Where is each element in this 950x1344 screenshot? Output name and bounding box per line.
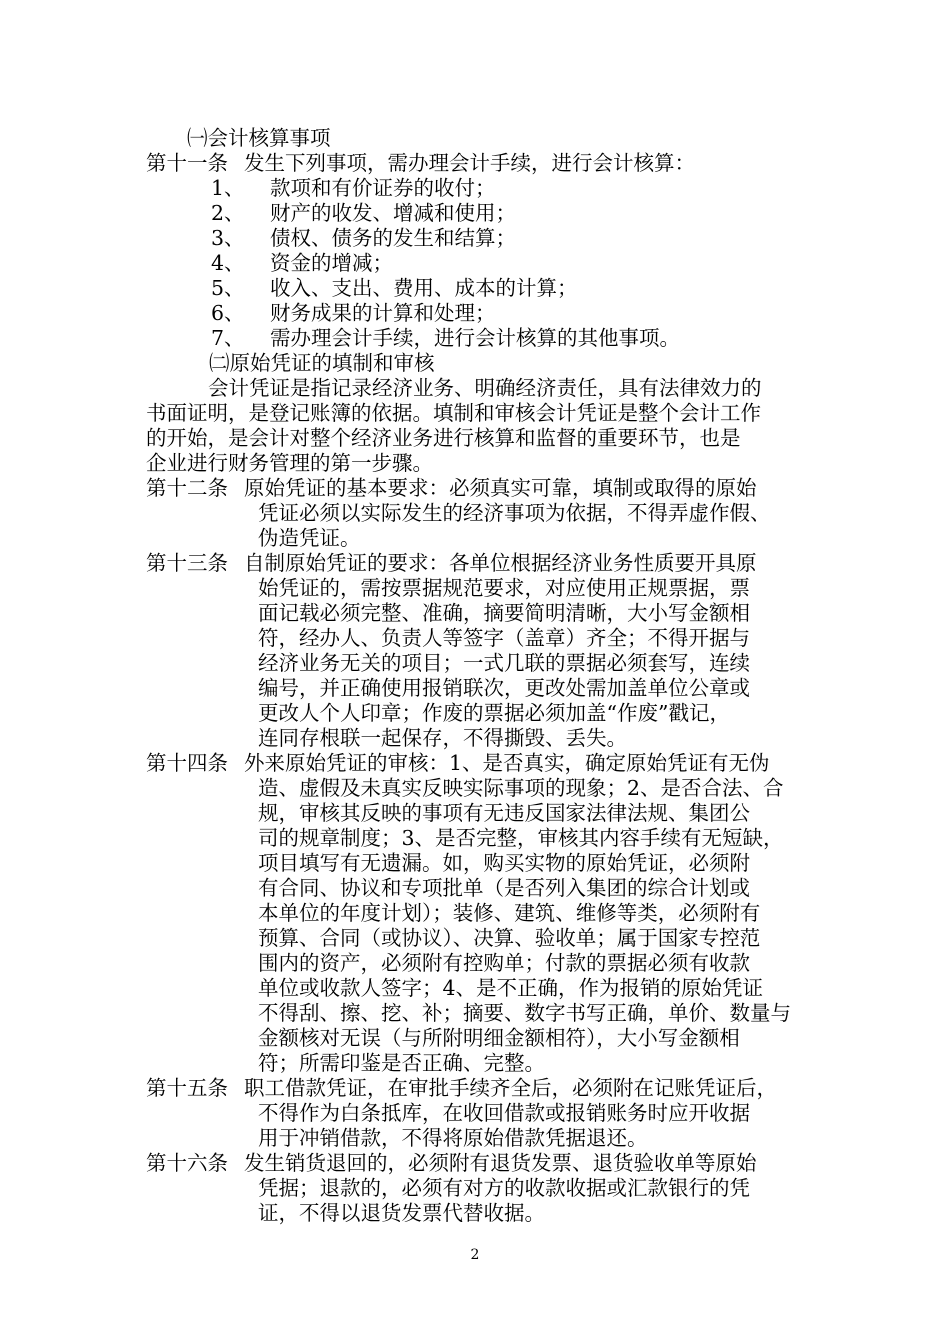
article-14-line: 不得刮、擦、挖、补；摘要、数字书写正确，单价、数量与 — [258, 1001, 791, 1025]
article-16-line: 凭据；退款的，必须有对方的收款收据或汇款银行的凭 — [258, 1176, 750, 1200]
article-14-line: 造、虚假及未真实反映实际事项的现象；2、是否合法、合 — [258, 776, 784, 800]
article-14-line: 项目填写有无遗漏。如，购买实物的原始凭证，必须附 — [258, 851, 750, 875]
article-14-line: 符；所需印鉴是否正确、完整。 — [258, 1051, 545, 1075]
section-heading-original-vouchers: ㈡原始凭证的填制和审核 — [209, 351, 435, 375]
article-13-line: 面记载必须完整、准确，摘要简明清晰，大小写金额相 — [258, 601, 750, 625]
list-item-number: 2、 — [211, 201, 245, 225]
article-14-line: 外来原始凭证的审核：1、是否真实，确定原始凭证有无伪 — [244, 751, 770, 775]
article-14-label: 第十四条 — [146, 751, 228, 775]
list-item-number: 4、 — [211, 251, 245, 275]
article-15-line: 用于冲销借款，不得将原始借款凭据退还。 — [258, 1126, 648, 1150]
list-item-number: 1、 — [211, 176, 245, 200]
page-number: 2 — [470, 1247, 480, 1263]
list-item-text: 财务成果的计算和处理； — [270, 301, 496, 325]
intro-paragraph-line: 的开始，是会计对整个经济业务进行核算和监督的重要环节，也是 — [146, 426, 741, 450]
intro-paragraph-line: 书面证明，是登记账簿的依据。填制和审核会计凭证是整个会计工作 — [146, 401, 761, 425]
article-15-line: 不得作为白条抵库，在收回借款或报销账务时应开收据 — [258, 1101, 750, 1125]
article-11-label: 第十一条 — [146, 151, 228, 175]
article-14-line: 围内的资产，必须附有控购单；付款的票据必须有收款 — [258, 951, 750, 975]
list-item-number: 6、 — [211, 301, 245, 325]
list-item-number: 3、 — [211, 226, 245, 250]
article-13-line: 编号，并正确使用报销联次，更改处需加盖单位公章或 — [258, 676, 750, 700]
article-14-line: 单位或收款人签字；4、是不正确，作为报销的原始凭证 — [258, 976, 764, 1000]
article-12-line: 伪造凭证。 — [258, 526, 361, 550]
article-13-line: 自制原始凭证的要求：各单位根据经济业务性质要开具原 — [244, 551, 757, 575]
section-heading-accounting-items: ㈠会计核算事项 — [187, 126, 331, 150]
article-14-line: 预算、合同（或协议）、决算、验收单；属于国家专控范 — [258, 926, 761, 950]
article-15-label: 第十五条 — [146, 1076, 228, 1100]
article-12-line: 凭证必须以实际发生的经济事项为依据，不得弄虚作假、 — [258, 501, 771, 525]
article-13-line: 更改人个人印章；作废的票据必须加盖“作废”戳记， — [258, 701, 730, 725]
list-item-text: 资金的增减； — [270, 251, 393, 275]
article-12-label: 第十二条 — [146, 476, 228, 500]
list-item-text: 债权、债务的发生和结算； — [270, 226, 516, 250]
list-item-text: 收入、支出、费用、成本的计算； — [270, 276, 578, 300]
list-item-text: 财产的收发、增减和使用； — [270, 201, 516, 225]
intro-paragraph-line: 企业进行财务管理的第一步骤。 — [146, 451, 433, 475]
article-13-line: 经济业务无关的项目；一式几联的票据必须套写，连续 — [258, 651, 750, 675]
article-14-line: 司的规章制度；3、是否完整，审核其内容手续有无短缺， — [258, 826, 784, 850]
article-14-line: 金额核对无误（与所附明细金额相符），大小写金额相 — [258, 1026, 740, 1050]
article-12-line: 原始凭证的基本要求：必须真实可靠，填制或取得的原始 — [244, 476, 757, 500]
article-15-line: 职工借款凭证，在审批手续齐全后，必须附在记账凭证后， — [244, 1076, 777, 1100]
article-14-line: 有合同、协议和专项批单（是否列入集团的综合计划或 — [258, 876, 750, 900]
list-item-number: 7、 — [211, 326, 245, 350]
article-16-label: 第十六条 — [146, 1151, 228, 1175]
article-16-line: 证，不得以退货发票代替收据。 — [258, 1201, 545, 1225]
article-14-line: 本单位的年度计划）；装修、建筑、维修等类，必须附有 — [258, 901, 761, 925]
article-16-line: 发生销货退回的，必须附有退货发票、退货验收单等原始 — [244, 1151, 757, 1175]
list-item-text: 款项和有价证券的收付； — [270, 176, 496, 200]
article-13-line: 符，经办人、负责人等签字（盖章）齐全；不得开据与 — [258, 626, 750, 650]
list-item-number: 5、 — [211, 276, 245, 300]
list-item-text: 需办理会计手续，进行会计核算的其他事项。 — [270, 326, 680, 350]
intro-paragraph-line: 会计凭证是指记录经济业务、明确经济责任，具有法律效力的 — [208, 376, 762, 400]
article-13-line: 连同存根联一起保存，不得撕毁、丢失。 — [258, 726, 627, 750]
article-13-line: 始凭证的，需按票据规范要求，对应使用正规票据，票 — [258, 576, 750, 600]
article-11-text: 发生下列事项，需办理会计手续，进行会计核算： — [244, 151, 695, 175]
article-13-label: 第十三条 — [146, 551, 228, 575]
article-14-line: 规，审核其反映的事项有无违反国家法律法规、集团公 — [258, 801, 750, 825]
